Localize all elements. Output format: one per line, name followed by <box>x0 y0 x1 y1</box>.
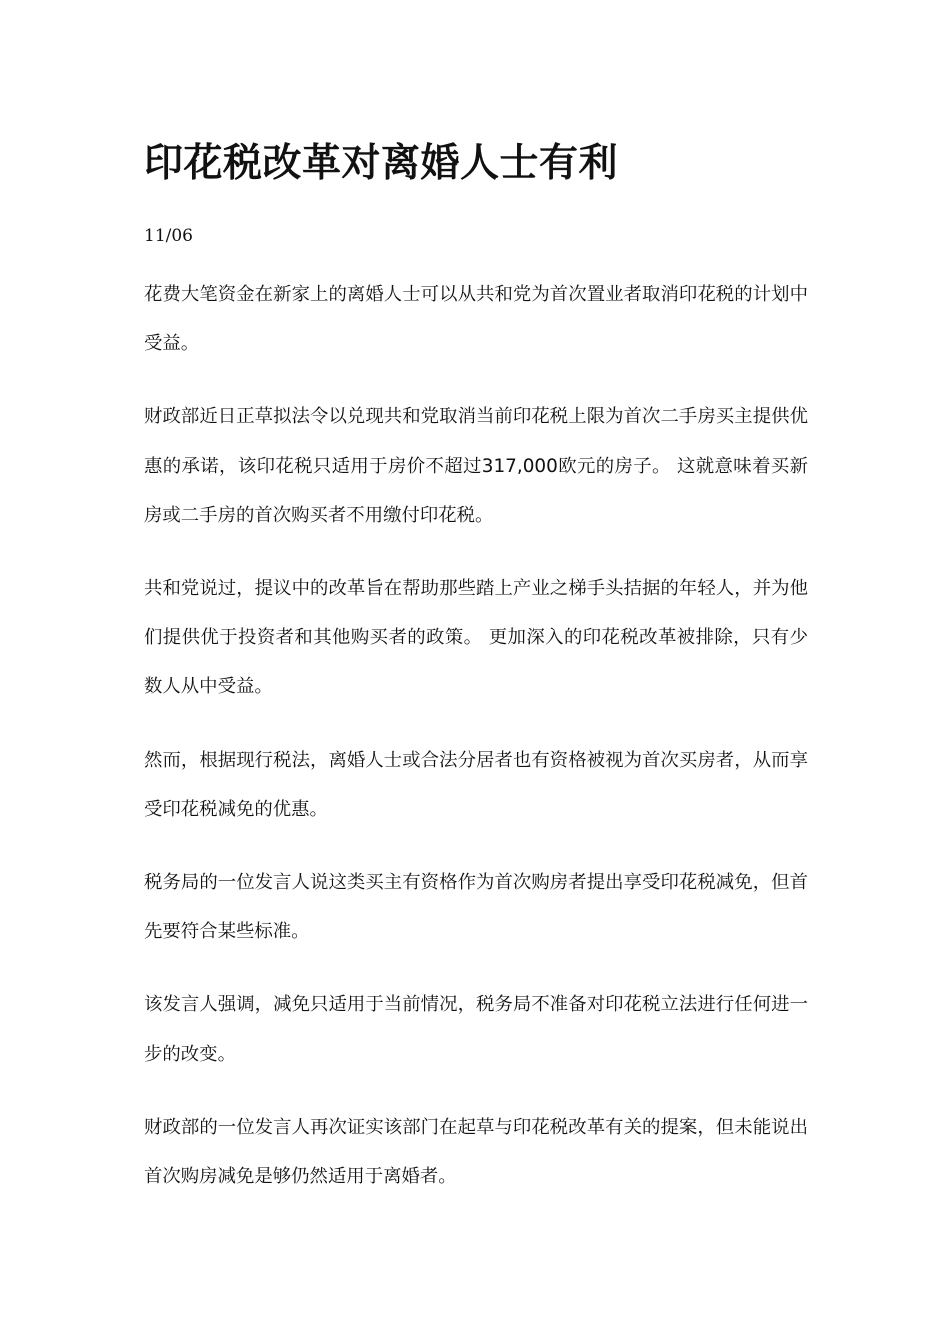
article-title: 印花税改革对离婚人士有利 <box>144 141 619 186</box>
paragraph: 该发言人强调，减免只适用于当前情况，税务局不准备对印花税立法进行任何进一步的改变。 <box>144 994 808 1065</box>
paragraph: 税务局的一位发言人说这类买主有资格作为首次购房者提出享受印花税减免，但首先要符合某些标准。 <box>144 872 808 943</box>
paragraph: 共和党说过，提议中的改革旨在帮助那些踏上产业之梯手头拮据的年轻人，并为他们提供优于投资者和其他购买者的政策。 更加深入的印花税改革被排除，只有少数人从中受益。 <box>144 578 808 698</box>
paragraph: 财政部的一位发言人再次证实该部门在起草与印花税改革有关的提案，但未能说出首次购房减免是够仍然适用于离婚者。 <box>144 1116 808 1188</box>
article-body <box>144 270 808 1225</box>
article-date: 11/06 <box>144 226 193 246</box>
paragraph: 花费大笔资金在新家上的离婚人士可以从共和党为首次置业者取消印花税的计划中受益。 <box>144 284 808 355</box>
paragraph: 财政部近日正草拟法令以兑现共和党取消当前印花税上限为首次二手房买主提供优惠的承诺，该印花税只适用于房价不超过317,000欧元的房子。 这就意味着买新房或二手房的首次购买者不用缴付印花税。 <box>144 406 808 526</box>
paragraph: 然而，根据现行税法，离婚人士或合法分居者也有资格被视为首次买房者，从而享受印花税减免的优惠。 <box>144 749 808 820</box>
